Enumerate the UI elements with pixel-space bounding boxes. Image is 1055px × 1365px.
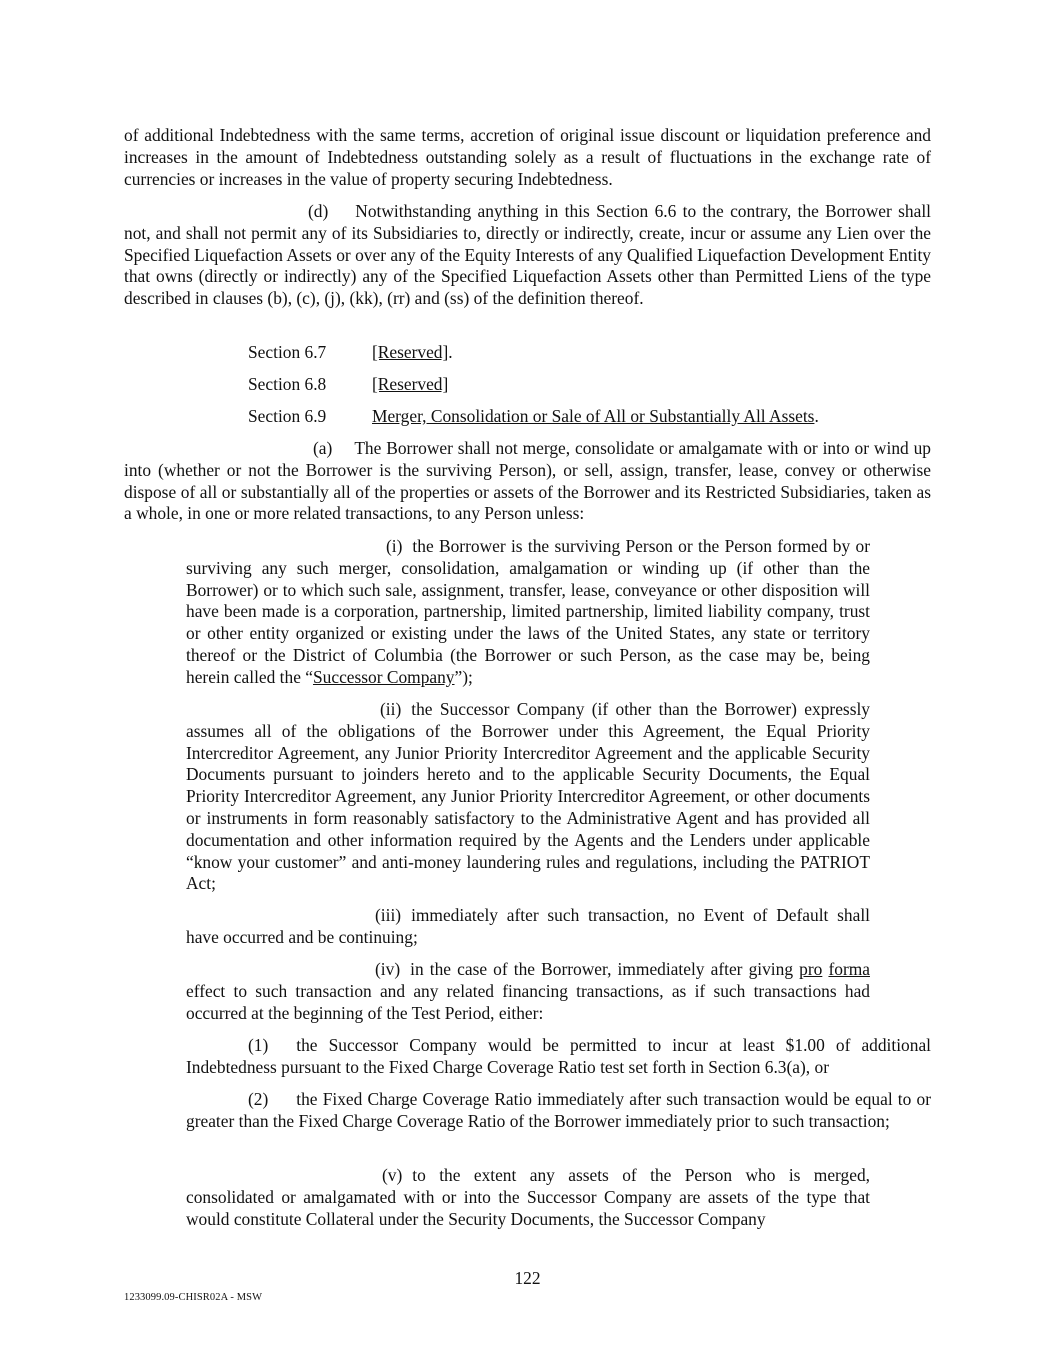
- clause-label: (v): [382, 1165, 403, 1185]
- paragraph-text: the Successor Company (if other than the Borrower) expressly assumes all of the obligations of the Borrower under this Agreement, the Equal Priority Intercreditor Agreement, any Junior Priority Intercreditor Agreement and the applicable Security Documents pursuant to joinders hereto and to the applicable Security Documents, the Equal Priority Intercreditor Agreement, any Junior Priority Intercreditor Agreement, or other documents or instruments in form reasonably satisfactory to the Administrative Agent and has provided all documentation and other information required by the Agents and the Lenders under applicable “know your customer” and anti-money laundering rules and regulations, including the PATRIOT Act;: [186, 699, 870, 894]
- section-title: Merger, Consolidation or Sale of All or Substantially All Assets: [372, 406, 815, 426]
- paragraph-text: immediately after such transaction, no Event of Default shall have occurred and be continuing;: [186, 905, 870, 947]
- paragraph-text: The Borrower shall not merge, consolidate or amalgamate with or into or wind up into (whether or not the Borrower is the surviving Person), or sell, assign, transfer, lease, convey or otherwise dispose of all or substantially all of the properties or assets of the Borrower and its Restricted Subsidiaries, taken as a whole, in one or more related transactions, to any Person unless:: [124, 438, 931, 524]
- clause-label: (i): [386, 536, 403, 556]
- paragraph-text: the Fixed Charge Coverage Ratio immediately after such transaction would be equal to or greater than the Fixed Charge Coverage Ratio of the Borrower immediately prior to such transaction;: [186, 1089, 931, 1131]
- defined-term: Successor Company: [312, 666, 455, 687]
- paragraph-sub-2: [186, 1089, 931, 1133]
- paragraph-clause-d: [124, 201, 931, 310]
- section-suffix: .: [448, 342, 453, 362]
- section-number: Section 6.9: [248, 406, 327, 426]
- pro-forma-term: forma: [828, 959, 870, 979]
- paragraph-clause-ii: [186, 699, 870, 895]
- paragraph-clause-iii: [186, 905, 870, 949]
- paragraph-sub-1: [186, 1035, 931, 1079]
- page-number: 122: [514, 1268, 541, 1288]
- clause-label: (d): [308, 201, 329, 221]
- pro-forma-term: pro: [799, 959, 823, 979]
- paragraph-text: in the case of the Borrower, immediately after giving: [410, 959, 794, 979]
- paragraph-text: effect to such transaction and any related financing transactions, as if such transactions had occurred at the beginning of the Test Period, either:: [186, 980, 870, 1023]
- paragraph-continuation: [124, 125, 931, 190]
- document-id: 1233099.09-CHISR02A - MSW: [124, 1292, 263, 1303]
- section-number: Section 6.8: [248, 374, 327, 394]
- paragraph-text: Notwithstanding anything in this Section 6.6 to the contrary, the Borrower shall not, and shall not permit any of its Subsidiaries to, directly or indirectly, create, incur or assume any Lien over the Specified Liquefaction Assets or over any of the Equity Interests of any Qualified Liquefaction Development Entity that owns (directly or indirectly) any of the Specified Liquefaction Assets other than Permitted Liens of the type described in clauses (b), (c), (j), (kk), (rr) and (ss) of the definition thereof.: [124, 201, 931, 309]
- clause-label: (ii): [380, 699, 402, 719]
- paragraph-text: of additional Indebtedness with the same terms, accretion of original issue discount or liquidation preference and increases in the amount of Indebtedness outstanding solely as a result of fluctuations in the exchange rate of currencies or increases in the value of property securing Indebtedness.: [124, 125, 931, 189]
- section-heading-6-7: [248, 342, 453, 364]
- clause-label: (1): [248, 1035, 269, 1055]
- section-suffix: .: [814, 406, 819, 426]
- clause-label: (2): [248, 1089, 269, 1109]
- section-title: [Reserved]: [372, 342, 449, 362]
- section-heading-6-8: [248, 374, 448, 396]
- clause-label: (a): [313, 438, 333, 458]
- paragraph-text: ”);: [454, 666, 473, 687]
- section-number: Section 6.7: [248, 342, 327, 362]
- paragraph-clause-i: [186, 536, 870, 689]
- section-heading-6-9: [248, 406, 819, 428]
- clause-label: (iii): [375, 905, 402, 925]
- paragraph-clause-v: [186, 1165, 870, 1230]
- paragraph-text: to the extent any assets of the Person who is merged, consolidated or amalgamated with or into the Successor Company are assets of the type that would constitute Collateral under the Security Documents, the Successor Company: [186, 1165, 870, 1229]
- clause-label: (iv): [375, 959, 401, 979]
- section-title: [Reserved]: [372, 374, 449, 394]
- paragraph-text: the Successor Company would be permitted to incur at least $1.00 of additional Indebtedness pursuant to the Fixed Charge Coverage Ratio test set forth in Section 6.3(a), or: [186, 1035, 931, 1077]
- paragraph-clause-iv: [186, 959, 870, 1024]
- paragraph-text: the Borrower is the surviving Person or the Person formed by or surviving any such merger, consolidation, amalgamation or winding up (if other than the Borrower) or to which such sale, assignment, transfer, lease, conveyance or other disposition will have been made is a corporation, partnership, limited partnership, limited liability company, trust or other entity organized or existing under the laws of the United States, any state or territory thereof or the District of Columbia (the Borrower or such Person, as the case may be, being herein called the “: [186, 536, 870, 687]
- paragraph-clause-a: [124, 438, 931, 525]
